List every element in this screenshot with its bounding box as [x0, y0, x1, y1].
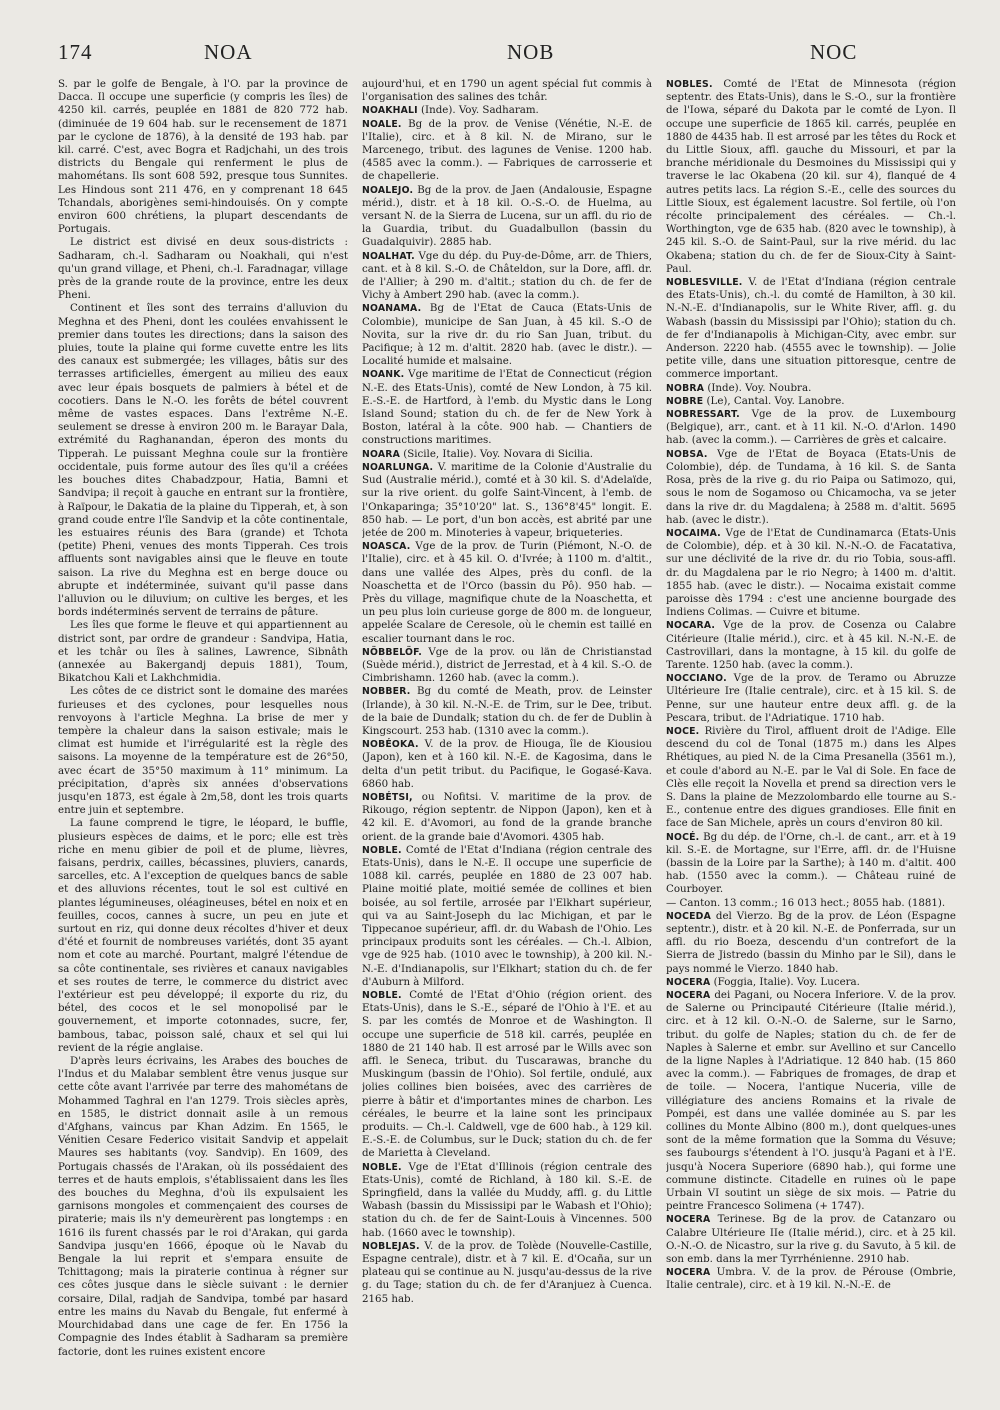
entry-headword: NOBLEJAS.	[362, 1240, 420, 1252]
entry-headword: NOARA	[362, 448, 400, 460]
entry-headword: NOBLESVILLE.	[666, 277, 743, 289]
entry-text: Bg de la prov. de Jaen (Andalousie, Espagne mérid.), distr. et à 18 kil. O.-S.-O. de Huelma, au versant N. de la Sierra de Lucena, sur un affl. du rio de la Guardia, tribut. du Guadalbullon (bassin du Guadalquivir). 2885 hab.	[362, 183, 652, 249]
entry-text: Bg de l'Etat de Cauca (Etats-Unis de Colombie), municipe de San Juan, à 45 kil. S.-O de Novita, sur la rive dr. du rio San Juan, tribut. du Pacifique; à 12 m. d'altit. 2820 hab. (avec le distr.). — Localité humide et malsaine.	[362, 302, 652, 368]
dictionary-entry	[362, 78, 652, 104]
entry-headword: NOCÉ.	[666, 831, 700, 843]
entry-headword: NOCERA	[666, 1267, 711, 1279]
entry-headword: NOBRE	[666, 395, 704, 407]
dictionary-entry	[362, 368, 652, 447]
entry-text: dei Pagani, ou Nocera Inferiore. V. de la prov. de Salerne ou Principauté Citérieure (Italie mérid.), circ. et à 12 kil. O.-N.-O. de Salerne, sur le Sarno, tribut. du golfe de Naples; station du ch. de fer de Naples à Salerne et embr. sur Avellino et sur Cancello de la ligne Naples à l'Adriatique. 12 840 hab. (15 860 avec la comm.). — Fabriques de fromages, de drap et de toile. — Nocera, l'antique Nuceria, ville de villégiature des anciens Romains et la rivale de Pompéi, est dans une vallée dominée au S. par les collines du Monte Albino (800 m.), dont quelques-unes sont de la même formation que la Somma du Vésuve; ses faubourgs s'étendent à l'O. jusqu'à Pagani et à l'E. jusqu'à Nocera Superiore (6890 hab.), qui forme une commune distincte. Citadelle en ruines où le pape Urbain VI soutint un siège de six mois. — Patrie du peintre Francesco Solimena (+ 1747).	[666, 989, 956, 1213]
entry-text: Vge de la prov. de Teramo ou Abruzze Ultérieure Ire (Italie centrale), circ. et à 15 kil. S. de Penne, sur une hauteur entre deux affl. g. de la Pescara, tribut. de l'Adriatique. 1710 hab.	[666, 672, 956, 724]
entry-text: Vge de la prov. de Turin (Piémont, N.-O. de l'Italie), circ. et à 45 kil. O. d'Ivrée; à 1100 m. d'altit., dans une vallée des Alpes, près du confl. de la Noaschetta et de l'Orco (bassin du Pô). 950 hab. — Près du village, magnifique chute de la Noaschetta, et un peu plus loin curieuse gorge de 800 m. de longueur, appelée Scalare de Ceresole, où le chemin est taillé en escalier tournant dans le roc.	[362, 540, 652, 645]
entry-headword: NOALEJO.	[362, 184, 414, 196]
entry-text: Bg de la prov. de Venise (Vénétie, N.-E. de l'Italie), circ. et à 8 kil. N. de Mirano, sur le Marcenego, tribut. des lagunes de Venise. 1200 hab. (4585 avec la comm.). — Fabriques de carrosserie et de chapellerie.	[362, 117, 652, 183]
entry-headword: NOCEDA	[666, 910, 711, 922]
entry-headword: NOCERA	[666, 990, 711, 1002]
dictionary-entry	[362, 540, 652, 646]
entry-headword: NOALE.	[362, 118, 402, 130]
entry-text: (Inde). Voy. Sadharam.	[417, 104, 539, 117]
dictionary-entry	[666, 395, 956, 408]
paragraph: D'après leurs écrivains, les Arabes des bouches de l'Indus et du Malabar semblent être venus jusque sur cette côte avant l'arrivée par terre des mahométans de Mohammed Taghral en l'an 1279. Trois siècles après, en 1585, le district donnait asile à un remous d'Afghans, vaincus par Khan Adzim. En 1565, le Vénitien Cesare Federico visitait Sandvip et appelait Maures ses habitants (voy. Sandvip). En 1609, des Portugais chassés de l'Arakan, où ils possédaient des terres et de hauts emplois, s'établissaient dans les îles des bouches du Meghna, d'où ils expulsaient les garnisons mongoles et commençaient des courses de piraterie; mais ils n'y demeurèrent pas longtemps : en 1616 ils furent chassés par le roi d'Arakan, qui garda Sandvipa jusqu'en 1666, époque où le Navab du Bengale la lui reprit et s'empara ensuite de Tchittagong; mais la piraterie continua à régner sur ces côtes jusque dans le siècle suivant : le dernier corsaire, Dilal, radjah de Sandvipa, tombé par hasard entre les mains du Navab du Bengale, fut enfermé à Mourchidabad dans une cage de fer. En 1756 la Compagnie des Indes établit à Sadharam sa première factorie, dont les ruines existent encore	[58, 1055, 348, 1358]
dictionary-entry	[362, 250, 652, 303]
entry-text: V. de la prov. de Tolède (Nouvelle-Castille, Espagne centrale), distr. et à 7 kil. E. d'Ocaña, sur un plateau qui se continue au N. jusqu'au-dessus de la rive g. du Tage; station du ch. de fer d'Aranjuez à Cuenca. 2165 hab.	[362, 1239, 652, 1305]
dictionary-entry	[666, 382, 956, 395]
entry-text: — Canton. 13 comm.; 16 013 hect.; 8055 hab. (1881).	[666, 896, 946, 909]
entry-text: Comté de l'Etat d'Indiana (région centrale des Etats-Unis), dans le N.-E. Il occupe une superficie de 1088 kil. carrés, peuplée en 1880 de 23 007 hab. Plaine moitié plate, moitié semée de collines et bien boisée, au sol fertile, arrosée par l'Elkhart supérieur, qui va au Saint-Joseph du lac Michigan, et par le Tippecanoe supérieur, affl. dr. du Wabash de l'Ohio. Les principaux produits sont les céréales. — Ch.-l. Albion, vge de 925 hab. (1010 avec le township), à 200 kil. N.-N.-E. d'Indianapolis, sur l'Elkhart; station du ch. de fer d'Auburn à Milford.	[362, 843, 652, 988]
dictionary-entry	[666, 725, 956, 831]
entry-headword: NOCERA	[666, 1214, 711, 1226]
column-2	[362, 78, 652, 1388]
entry-text: (Le), Cantal. Voy. Lanobre.	[703, 394, 845, 407]
entry-headword: NOARLUNGA.	[362, 461, 434, 473]
entry-text: Vge de l'Etat de Cundinamarca (Etats-Unis de Colombie), dép. et à 30 kil. N.-N.-O. de Facatativa, sur une déclivité de la rive dr. du rio Tobia, sous-affl. dr. du Magdalena par le rio Negro; à 1400 m. d'altit. 1855 hab. (avec le distr.). — Nocaima existait comme paroisse dès 1794 : c'est une ancienne bourgade des Indiens Colimas. — Cuivre et bitume.	[666, 526, 956, 619]
entry-headword: NOBSA.	[666, 448, 708, 460]
dictionary-entry	[362, 104, 652, 117]
entry-text: ou Nofitsi. V. maritime de la prov. de Rikougo, région septentr. de Nippon (Japon), ken et à 42 kil. E. d'Avomori, au fond de la grande branche orient. de la grande baie d'Avomori. 4305 hab.	[362, 790, 652, 843]
dictionary-entry	[362, 1161, 652, 1240]
dictionary-entry	[666, 527, 956, 619]
entry-text: del Vierzo. Bg de la prov. de Léon (Espagne septentr.), distr. et à 20 kil. N.-E. de Ponferrada, sur un affl. du rio Boeza, descendu d'un contrefort de la Sierra de Jistredo (bassin du Minho par le Sil), dans le pays nommé le Vierzo. 1840 hab.	[666, 909, 956, 975]
dictionary-entry	[362, 646, 652, 686]
dictionary-entry	[666, 408, 956, 448]
entry-headword: NOBBER.	[362, 686, 411, 698]
entry-headword: NOBRA	[666, 382, 705, 394]
dictionary-entry	[666, 78, 956, 276]
entry-text: aujourd'hui, et en 1790 un agent spécial fut commis à l'organisation des salines des tchâr.	[362, 78, 652, 104]
entry-headword: NOBLES.	[666, 79, 713, 90]
paragraph: La faune comprend le tigre, le léopard, le buffle, plusieurs espèces de daims, et le porc; elle est très riche en menu gibier de poil et de plume, lièvres, faisans, perdrix, cailles, bécassines, pluviers, canards, sarcelles, etc. A l'exception de quelques bancs de sable et des alluvions récentes, tout le sol est cultivé en plantes légumineuses, oléagineuses, bétel en noix et en feuilles, cocos, cannes à sucre, un peu en jute et surtout en riz, qui donne deux récoltes d'hiver et deux d'été et fournit de nombreuses variétés, dont 35 ayant nom et cote au marché. Pourtant, malgré l'étendue de sa côte continentale, ses rivières et canaux navigables et ses routes de terre, le commerce du district avec l'extérieur est peu développé; il exporte du riz, du bétel, des cocos et le sel monopolisé par le gouvernement, et importe cotonnades, sucre, fer, bambous, tabac, poisson salé, chaux et sel qui lui revient de la régie anglaise.	[58, 817, 348, 1054]
entry-text: Vge du dép. du Puy-de-Dôme, arr. de Thiers, cant. et à 8 kil. S.-O. de Châteldon, sur la Dore, affl. dr. de l'Allier; à 290 m. d'altit.; station du ch. de fer de Vichy à Ambert 290 hab. (avec la comm.).	[362, 249, 652, 302]
dictionary-entry	[362, 184, 652, 250]
entry-text: Vge de l'Etat d'Illinois (région centrale des Etats-Unis), comté de Richland, à 180 kil. S.-E. de Springfield, dans la vallée du Muddy, affl. g. du Little Wabash (bassin du Mississipi par le Wabash et l'Ohio); station du ch. de fer de Saint-Louis à Vincennes. 500 hab. (1660 avec le township).	[362, 1160, 652, 1239]
entry-text: (Sicile, Italie). Voy. Novara di Sicilia.	[399, 447, 594, 460]
entry-text: Umbra. V. de la prov. de Pérouse (Ombrie, Italie centrale), circ. et à 19 kil. N.-N.-E. de	[666, 1266, 956, 1292]
entry-text: V. de la prov. de Hiouga, île de Kiousiou (Japon), ken et à 160 kil. N.-E. de Kagosima, dans le delta d'un petit tribut. du Pacifique, le Gogasé-Kava. 6860 hab.	[362, 738, 652, 790]
entry-headword: NOBRESSART.	[666, 409, 740, 421]
entry-text: Rivière du Tirol, affluent droit de l'Adige. Elle descend du col de Tonal (1875 m.) dans les Alpes Rhétiques, au pied N. de la Cima Presanella (3561 m.), et coule d'abord au N.-E. par le Val di Sole. En face de Clès elle reçoit la Novella et prend sa direction vers le S. Dans la plaine de Mezzolombardo elle tourne au S.-E., contenue entre des digues grandioses. Elle finit en face de San Michele, après un cours d'environ 80 kil.	[666, 724, 956, 830]
entry-headword: NÖBBELÖF.	[362, 646, 423, 658]
entry-headword: NOBLE.	[362, 1161, 402, 1173]
paragraph: S. par le golfe de Bengale, à l'O. par la province de Dacca. Il occupe une superficie (y compris les îles) de 4250 kil. carrés, peuplée en 1881 de 820 772 hab. (diminuée de 19 604 hab. sur le recensement de 1871 par le cyclone de 1876), à la densité de 193 hab. par kil. carré. C'est, avec Bogra et Radjchahi, un des trois districts du Bengale qui renferment le plus de mahométans. Ils sont 608 592, presque tous Sunnites. Les Hindous sont 211 476, en y comprenant 18 645 Tchandals, aborigènes semi-hindouisés. On y compte environ 600 chrétiens, la plupart descendants de Portugais.	[58, 78, 348, 236]
entry-text: Vge de l'Etat de Boyaca (Etats-Unis de Colombie), dép. de Tundama, à 16 kil. S. de Santa Rosa, près de la rive g. du rio Paipa ou Satimozo, qui, sous le nom de Sogamoso ou Chicamocha, va se jeter dans la rive dr. du Magdalena; à 2588 m. d'altit. 5695 hab. (avec le distr.).	[666, 447, 956, 526]
header-guide-word-middle: NOB	[507, 40, 555, 64]
entry-text: Bg du dép. de l'Orne, ch.-l. de cant., arr. et à 19 kil. S.-E. de Mortagne, sur l'Erre, affl. dr. de l'Huisne (bassin de la Loire par la Sarthe); à 140 m. d'altit. 400 hab. (1550 avec la comm.). — Château ruiné de Courboyer.	[666, 830, 956, 896]
entry-text: Vge de la prov. de Luxembourg (Belgique), arr., cant. et à 11 kil. N.-O. d'Arlon. 1490 hab. (avec la comm.). — Carrières de grès et calcaire.	[666, 408, 956, 447]
entry-headword: NOBLE.	[362, 990, 402, 1002]
dictionary-entry	[362, 989, 652, 1161]
dictionary-entry	[666, 897, 956, 910]
dictionary-entry	[362, 685, 652, 738]
entry-headword: NOBÉOKA.	[362, 739, 419, 751]
column-1	[58, 78, 348, 1388]
entry-headword: NOCERA	[666, 976, 711, 988]
entry-text: Comté de l'Etat d'Ohio (région orient. des Etats-Unis), dans le S.-E., séparé de l'Ohio à l'E. et au S. par les comtés de Monroe et de Washington. Il occupe une superficie de 518 kil. carrés, peuplée en 1880 de 21 140 hab. Il est arrosé par le Wills avec son affl. le Seneca, tribut. du Tuscarawas, branche du Muskingum (bassin de l'Ohio). Sol fertile, ondulé, aux jolies collines bien boisées, avec des carrières de pierre à bâtir et d'importantes mines de charbon. Les céréales, le beurre et la laine sont les principaux produits. — Ch.-l. Caldwell, vge de 600 hab., à 129 kil. E.-S.-E. de Columbus, sur le Duck; station du ch. de fer de Marietta à Cleveland.	[362, 989, 652, 1160]
header-guide-word-right: NOC	[810, 40, 858, 64]
dictionary-entry	[666, 448, 956, 527]
dictionary-entry	[666, 989, 956, 1213]
entry-headword: NOAKHALI	[362, 105, 418, 117]
entry-text: Terinese. Bg de la prov. de Catanzaro ou Calabre Ultérieure IIe (Italie mérid.), circ. et à 25 kil. O.-N.-O. de Nicastro, sur la rive g. du Savuto, à 5 kil. de son emb. dans la mer Tyrrhénienne. 2910 hab.	[666, 1213, 956, 1266]
dictionary-entry	[666, 910, 956, 976]
dictionary-entry	[362, 461, 652, 540]
entry-headword: NOALHAT.	[362, 250, 415, 262]
entry-text: Bg du comté de Meath, prov. de Leinster (Irlande), à 30 kil. N.-N.-E. de Trim, sur le Dee, tribut. de la baie de Dundalk; station du ch. de fer de Dublin à Kingscourt. 253 hab. (1310 avec la comm.).	[362, 685, 652, 737]
paragraph: Le district est divisé en deux sous-districts : Sadharam, ch.-l. Sadharam ou Noakhali, qui n'est qu'un grand village, et Pheni, ch.-l. Faradnagar, village près de la grande route de la province, entre les deux Pheni.	[58, 236, 348, 302]
dictionary-entry	[362, 1240, 652, 1306]
dictionary-entry	[362, 738, 652, 791]
header-guide-word-left: NOA	[204, 40, 253, 64]
page-header	[58, 38, 958, 78]
paragraph: Les îles que forme le fleuve et qui appartiennent au district sont, par ordre de grandeur : Sandvipa, Hatia, et les tchâr ou îles à salines, Lawrence, Sibnâth (annexée au Bakergandj depuis 1881), Toum, Bikatchou Kali et Lakhchmidia.	[58, 619, 348, 685]
dictionary-entry	[362, 791, 652, 844]
dictionary-entry	[666, 619, 956, 672]
dictionary-entry	[666, 1266, 956, 1292]
paragraph: Continent et îles sont des terrains d'alluvion du Meghna et des Pheni, dont les coulées envahissent le premier dans toutes les directions; dans la saison des pluies, toute la plaine qui forme cuvette entre les lits des canaux est submergée; les villages, bâtis sur des terrasses artificielles, émergent au milieu des eaux avec leur épais bosquets de palmiers à bétel et de cocotiers. Dans le N.-O. les forêts de bétel couvrent même de vastes espaces. Dans l'extrême N.-E. seulement se dresse à environ 200 m. le Barayar Dala, extrémité du Raghanandan, éperon des monts du Tipperah. Le puissant Meghna coule sur la frontière occidentale, puis forme autour des îles qu'il a créées les bouches dites Chabadzpour, Hatia, Bamni et Sandvipa; il reçoit à gauche en entrant sur la frontière, à Raïpour, le Dakatia de la plaine du Tipperah, et, à son grand coude entre l'île Sandvip et la côte continentale, les estuaires réunis des Bara (grande) et Tchota (petite) Pheni, venues des monts Tipperah. Ces trois affluents sont navigables ainsi que le fleuve en toute saison. La rive du Meghna est en berge douce ou abrupte et indéterminée, suivant qu'il passe dans l'alluvion ou le diluvium; on cultive les berges, et les bords indéterminés servent de terrains de pâture.	[58, 302, 348, 619]
dictionary-entry	[666, 276, 956, 382]
dictionary-entry	[362, 844, 652, 989]
paragraph: Les côtes de ce district sont le domaine des marées furieuses et des cyclones, pour lesquelles nous renvoyons à l'article Meghna. La brise de mer y tempère la chaleur dans la saison estivale; mais le climat est humide et l'irrégularité est la règle des saisons. La moyenne de la température est de 26°50, avec écart de 35°50 maximum à 11° minimum. La précipitation, d'après six années d'observations jusqu'en 1873, est égale à 2m,58, dont les trois quarts entre juin et septembre.	[58, 685, 348, 817]
entry-text: (Inde). Voy. Noubra.	[704, 381, 812, 394]
entry-text: V. maritime de la Colonie d'Australie du Sud (Australie mérid.), comté et à 30 kil. S. d'Adelaïde, sur la rive orient. du golfe Saint-Vincent, à l'emb. de l'Onkaparinga; 35°10'20" lat. S., 136°8'45" longit. E. 850 hab. — Le port, d'un bon accès, est abrité par une jetée de 200 m. Minoteries à vapeur, briqueteries.	[362, 460, 652, 539]
entry-headword: NOCARA.	[666, 620, 716, 632]
entry-text: V. de l'Etat d'Indiana (région centrale des Etats-Unis), ch.-l. du comté de Hamilton, à 30 kil. N.-N.-E. d'Indianapolis, sur le White River, affl. g. du Wabash (bassin du Mississipi par l'Ohio); station du ch. de fer d'Indianapolis à Michigan-City, avec embr. sur Anderson. 2220 hab. (4555 avec le township). — Jolie petite ville, dans une situation pittoresque, centre de commerce important.	[666, 276, 956, 381]
text-columns	[58, 78, 958, 1388]
entry-headword: NOASCA.	[362, 541, 411, 553]
entry-headword: NOCAIMA.	[666, 527, 721, 539]
dictionary-entry	[362, 118, 652, 184]
entry-text: Vge de la prov. ou län de Christianstad (Suède mérid.), district de Jerrestad, et à 4 kil. S.-O. de Cimbrishamn. 1260 hab. (avec la comm.).	[362, 645, 652, 685]
entry-text: (Foggia, Italie). Voy. Lucera.	[710, 975, 860, 988]
entry-text: Comté de l'Etat de Minnesota (région septentr. des Etats-Unis), dans le S.-O., sur la frontière de l'Iowa, séparé du Dakota par le comté de Lyon. Il occupe une superficie de 1865 kil. carrés, peuplée en 1880 de 4435 hab. Il est arrosé par les têtes du Rock et du Little Sioux, affl. gauche du Missouri, et par la branche méridionale du Desmoines du Mississipi qui y traverse le lac Okabena (20 kil. sur 4), flanqué de 4 autres petits lacs. La région S.-E., celle des sources du Little Sioux, est également lacustre. Sol fertile, où l'on récolte principalement des céréales. — Ch.-l. Worthington, vge de 635 hab. (820 avec le township), à 245 kil. S.-O. de Saint-Paul, sur la rive mérid. du lac Okabena; station du ch. de fer de Sioux-City à Saint-Paul.	[666, 78, 956, 275]
entry-text: Vge de la prov. de Cosenza ou Calabre Citérieure (Italie mérid.), circ. et à 45 kil. N.-N.-E. de Castrovillari, dans la montagne, à 15 kil. du golfe de Tarente. 1250 hab. (avec la comm.).	[666, 619, 956, 671]
dictionary-entry	[666, 831, 956, 897]
dictionary-entry	[362, 448, 652, 461]
column-3	[666, 78, 956, 1388]
dictionary-entry	[666, 672, 956, 725]
entry-text: Vge maritime de l'Etat de Connecticut (région N.-E. des Etats-Unis), comté de New London, à 75 kil. E.-S.-E. de Hartford, à l'emb. du Mystic dans le Long Island Sound; station du ch. de fer de New York à Boston, latéral à la côte. 900 hab. — Chantiers de constructions maritimes.	[362, 368, 652, 447]
entry-headword: NOBÉTSI,	[362, 791, 413, 803]
page-number: 174	[58, 40, 93, 64]
entry-headword: NOCCIANO.	[666, 673, 727, 685]
entry-headword: NOBLE.	[362, 844, 402, 856]
dictionary-entry	[666, 1213, 956, 1266]
dictionary-entry	[666, 976, 956, 989]
entry-headword: NOCE.	[666, 725, 700, 737]
dictionary-entry	[362, 302, 652, 368]
entry-headword: NOANK.	[362, 369, 405, 381]
entry-headword: NOANAMA.	[362, 303, 422, 315]
